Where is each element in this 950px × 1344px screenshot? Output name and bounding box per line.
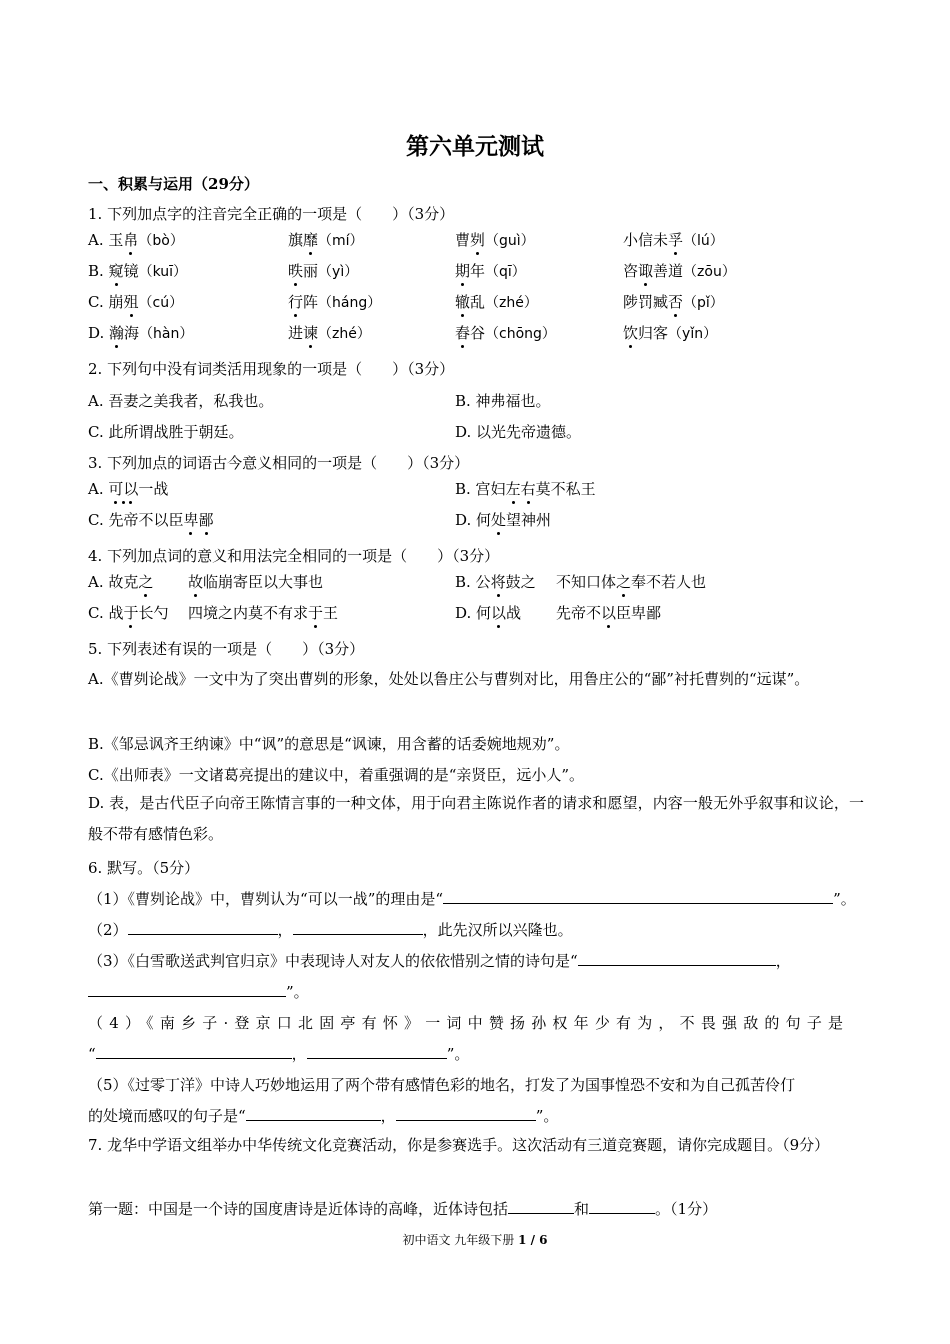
answer-blank[interactable] [293,920,423,935]
question-1-option-item: 昳丽（yì） [288,262,359,280]
question-1-option-item: 咨诹善道（zōu） [623,262,736,280]
question-1-option-item: 行阵（háng） [288,293,382,311]
question-4-stem: 4. 下列加点词的意义和用法完全相同的一项是（ ）（3分） [88,547,500,565]
question-2-option-d: D. 以光先帝遗德。 [455,423,582,441]
question-4-option-d1: D. 何以战 [455,604,522,622]
question-7-part-1: 第一题：中国是一个诗的国度唐诗是近体诗的高峰，近体诗包括 和 。（1分） [88,1200,718,1218]
answer-blank[interactable] [128,920,278,935]
question-6-item-2: （2） ， ，此先汉所以兴隆也。 [88,921,573,939]
question-4-option-b1: B. 公将鼓之 [455,573,536,591]
answer-blank[interactable] [96,1044,292,1059]
question-3-option-b: B. 宫妇左右莫不私王 [455,480,596,498]
question-2-option-c: C. 此所谓战胜于朝廷。 [88,423,244,441]
question-2-option-a: A. 吾妻之美我者，私我也。 [88,392,274,410]
answer-blank[interactable] [307,1044,447,1059]
question-3-stem: 3. 下列加点的词语古今意义相同的一项是（ ）（3分） [88,454,470,472]
question-1-option-item: 旗靡（mí） [288,231,364,249]
question-1-option-item: 曹刿（guì） [455,231,535,249]
question-5-option-c: C.《出师表》一文诸葛亮提出的建议中，着重强调的是“亲贤臣，远小人”。 [88,766,585,784]
question-1-option-item: A. 玉帛（bò） [88,231,184,249]
question-6-item-4: （4）《南乡子·登京口北固亭有怀》一词中赞扬孙权年少有为，不畏强敌的句子是 [88,1014,850,1032]
question-5-option-a: A.《曹刿论战》一文中为了突出曹刿的形象，处处以鲁庄公与曹刿对比，用鲁庄公的“鄙”衬托曹刿的“远谋”。 [88,670,810,688]
question-5-option-b: B.《邹忌讽齐王纳谏》中“讽”的意思是“讽谏，用含蓄的话委婉地规劝”。 [88,735,570,753]
answer-blank[interactable] [508,1199,574,1214]
question-7-stem: 7. 龙华中学语文组举办中华传统文化竞赛活动，你是参赛选手。这次活动有三道竞赛题，请你完成题目。（9分） [88,1136,830,1154]
question-3-option-c: C. 先帝不以臣卑鄙 [88,511,214,529]
question-4-option-a2: 故临崩寄臣以大事也 [188,573,324,591]
page-title: 第六单元测试 [406,133,544,160]
question-4-option-c2: 四境之内莫不有求于王 [188,604,339,622]
question-1-option-item: B. 窥镜（kuī） [88,262,188,280]
question-1-option-item: 舂谷（chōng） [455,324,556,342]
page-number: 1 / 6 [518,1233,548,1247]
question-5-stem: 5. 下列表述有误的一项是（ ）（3分） [88,640,365,658]
question-2-option-b: B. 神弗福也。 [455,392,551,410]
answer-blank[interactable] [578,951,776,966]
page-footer: 初中语文 九年级下册 1 / 6 [402,1233,548,1247]
question-1-option-item: 辙乱（zhé） [455,293,538,311]
section-heading: 一、积累与运用（29分） [88,175,259,193]
question-4-option-a1: A. 故克之 [88,573,154,591]
question-1-option-item: 期年（qī） [455,262,526,280]
answer-blank[interactable] [443,889,833,904]
question-3-option-d: D. 何处望神州 [455,511,552,529]
question-4-option-c1: C. 战于长勺 [88,604,169,622]
question-6-item-5-cont: 的处境而感叹的句子是“ ， ”。 [88,1107,559,1125]
question-1-option-item: 饮归客（yǐn） [623,324,718,342]
question-6-stem: 6. 默写。（5分） [88,859,200,877]
question-1-option-item: 陟罚臧否（pǐ） [623,293,724,311]
answer-blank[interactable] [396,1106,536,1121]
question-1-option-item: C. 崩殂（cú） [88,293,184,311]
answer-blank[interactable] [246,1106,381,1121]
question-6-item-3: （3）《白雪歌送武判官归京》中表现诗人对友人的依依惜别之情的诗句是“ ， [88,952,791,970]
question-4-option-d2: 先帝不以臣卑鄙 [556,604,662,622]
question-1-option-item: 进谏（zhé） [288,324,371,342]
question-6-item-3-cont: ”。 [88,981,309,1002]
answer-blank[interactable] [88,982,286,997]
question-4-option-b2: 不知口体之奉不若人也 [556,573,707,591]
question-5-option-d: D. 表，是古代臣子向帝王陈情言事的一种文体，用于向君主陈说作者的请求和愿望，内容一般无外乎叙事和议论，一般不带有感情色彩。 [88,794,864,843]
question-1-option-item: D. 瀚海（hàn） [88,324,194,342]
answer-blank[interactable] [589,1199,655,1214]
question-1-option-item: 小信未孚（lú） [623,231,724,249]
question-2-stem: 2. 下列句中没有词类活用现象的一项是（ ）（3分） [88,360,455,378]
question-6-item-1: （1）《曹刿论战》中，曹刿认为“可以一战”的理由是“ ”。 [88,890,856,908]
question-3-option-a: A. 可以一战 [88,480,169,498]
question-6-item-4-cont: “ ， ”。 [88,1045,470,1063]
question-6-item-5: （5）《过零丁洋》中诗人巧妙地运用了两个带有感情色彩的地名，打发了为国事惶恐不安和为自己孤苦伶仃 [88,1076,796,1094]
question-1-stem: 1. 下列加点字的注音完全正确的一项是（ ）（3分） [88,205,455,223]
